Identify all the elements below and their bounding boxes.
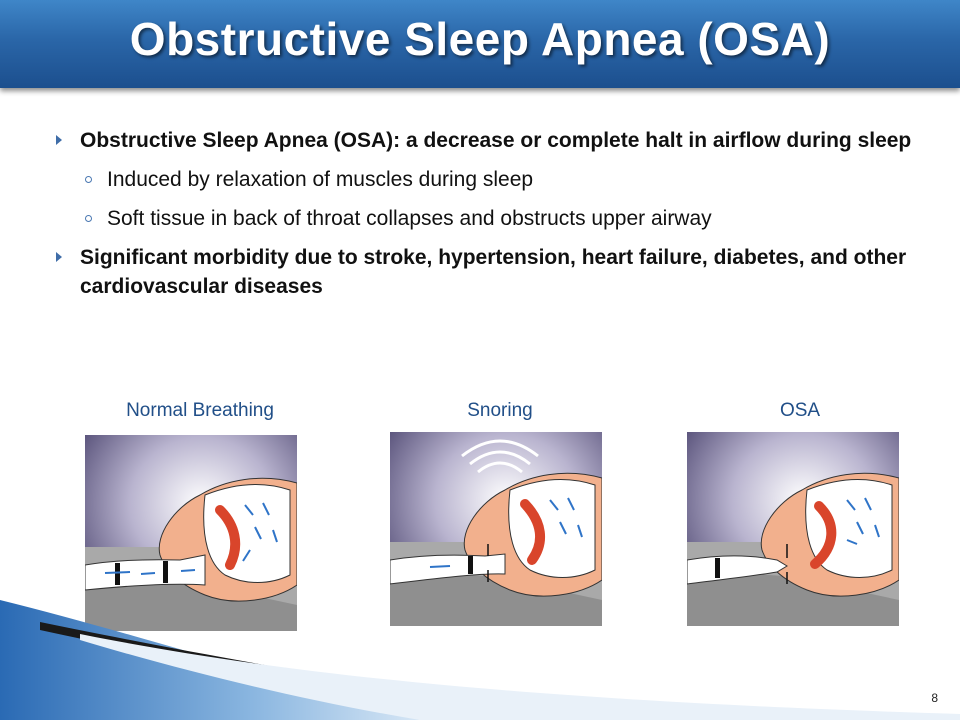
ring-bullet-icon (85, 176, 92, 183)
triangle-bullet-icon (56, 252, 62, 262)
bullet-text: Obstructive Sleep Apnea (OSA): a decrease or complete halt in airflow during sleep (80, 129, 912, 152)
bullet-list (52, 126, 912, 311)
snoring-illustration (390, 432, 602, 626)
bullet-text: Significant morbidity due to stroke, hypertension, heart failure, diabetes, and other cardiovascular diseases (80, 246, 907, 298)
page-number: 8 (931, 691, 938, 705)
sub-bullet-item (52, 204, 912, 233)
sub-bullet-text: Induced by relaxation of muscles during sleep (107, 168, 534, 191)
footer-swoosh-decoration (0, 600, 960, 725)
osa-illustration (687, 432, 899, 626)
figure-caption-normal: Normal Breathing (126, 400, 274, 421)
slide-title: Obstructive Sleep Apnea (OSA) (129, 13, 831, 65)
bullet-item (52, 243, 912, 301)
figure-caption-osa: OSA (779, 400, 821, 421)
ring-bullet-icon (85, 215, 92, 222)
figure-caption-snoring: Snoring (467, 400, 533, 421)
sub-bullet-text: Soft tissue in back of throat collapses and obstructs upper airway (107, 207, 712, 230)
bullet-item (52, 126, 912, 155)
sub-bullet-item (52, 165, 912, 194)
triangle-bullet-icon (56, 135, 62, 145)
